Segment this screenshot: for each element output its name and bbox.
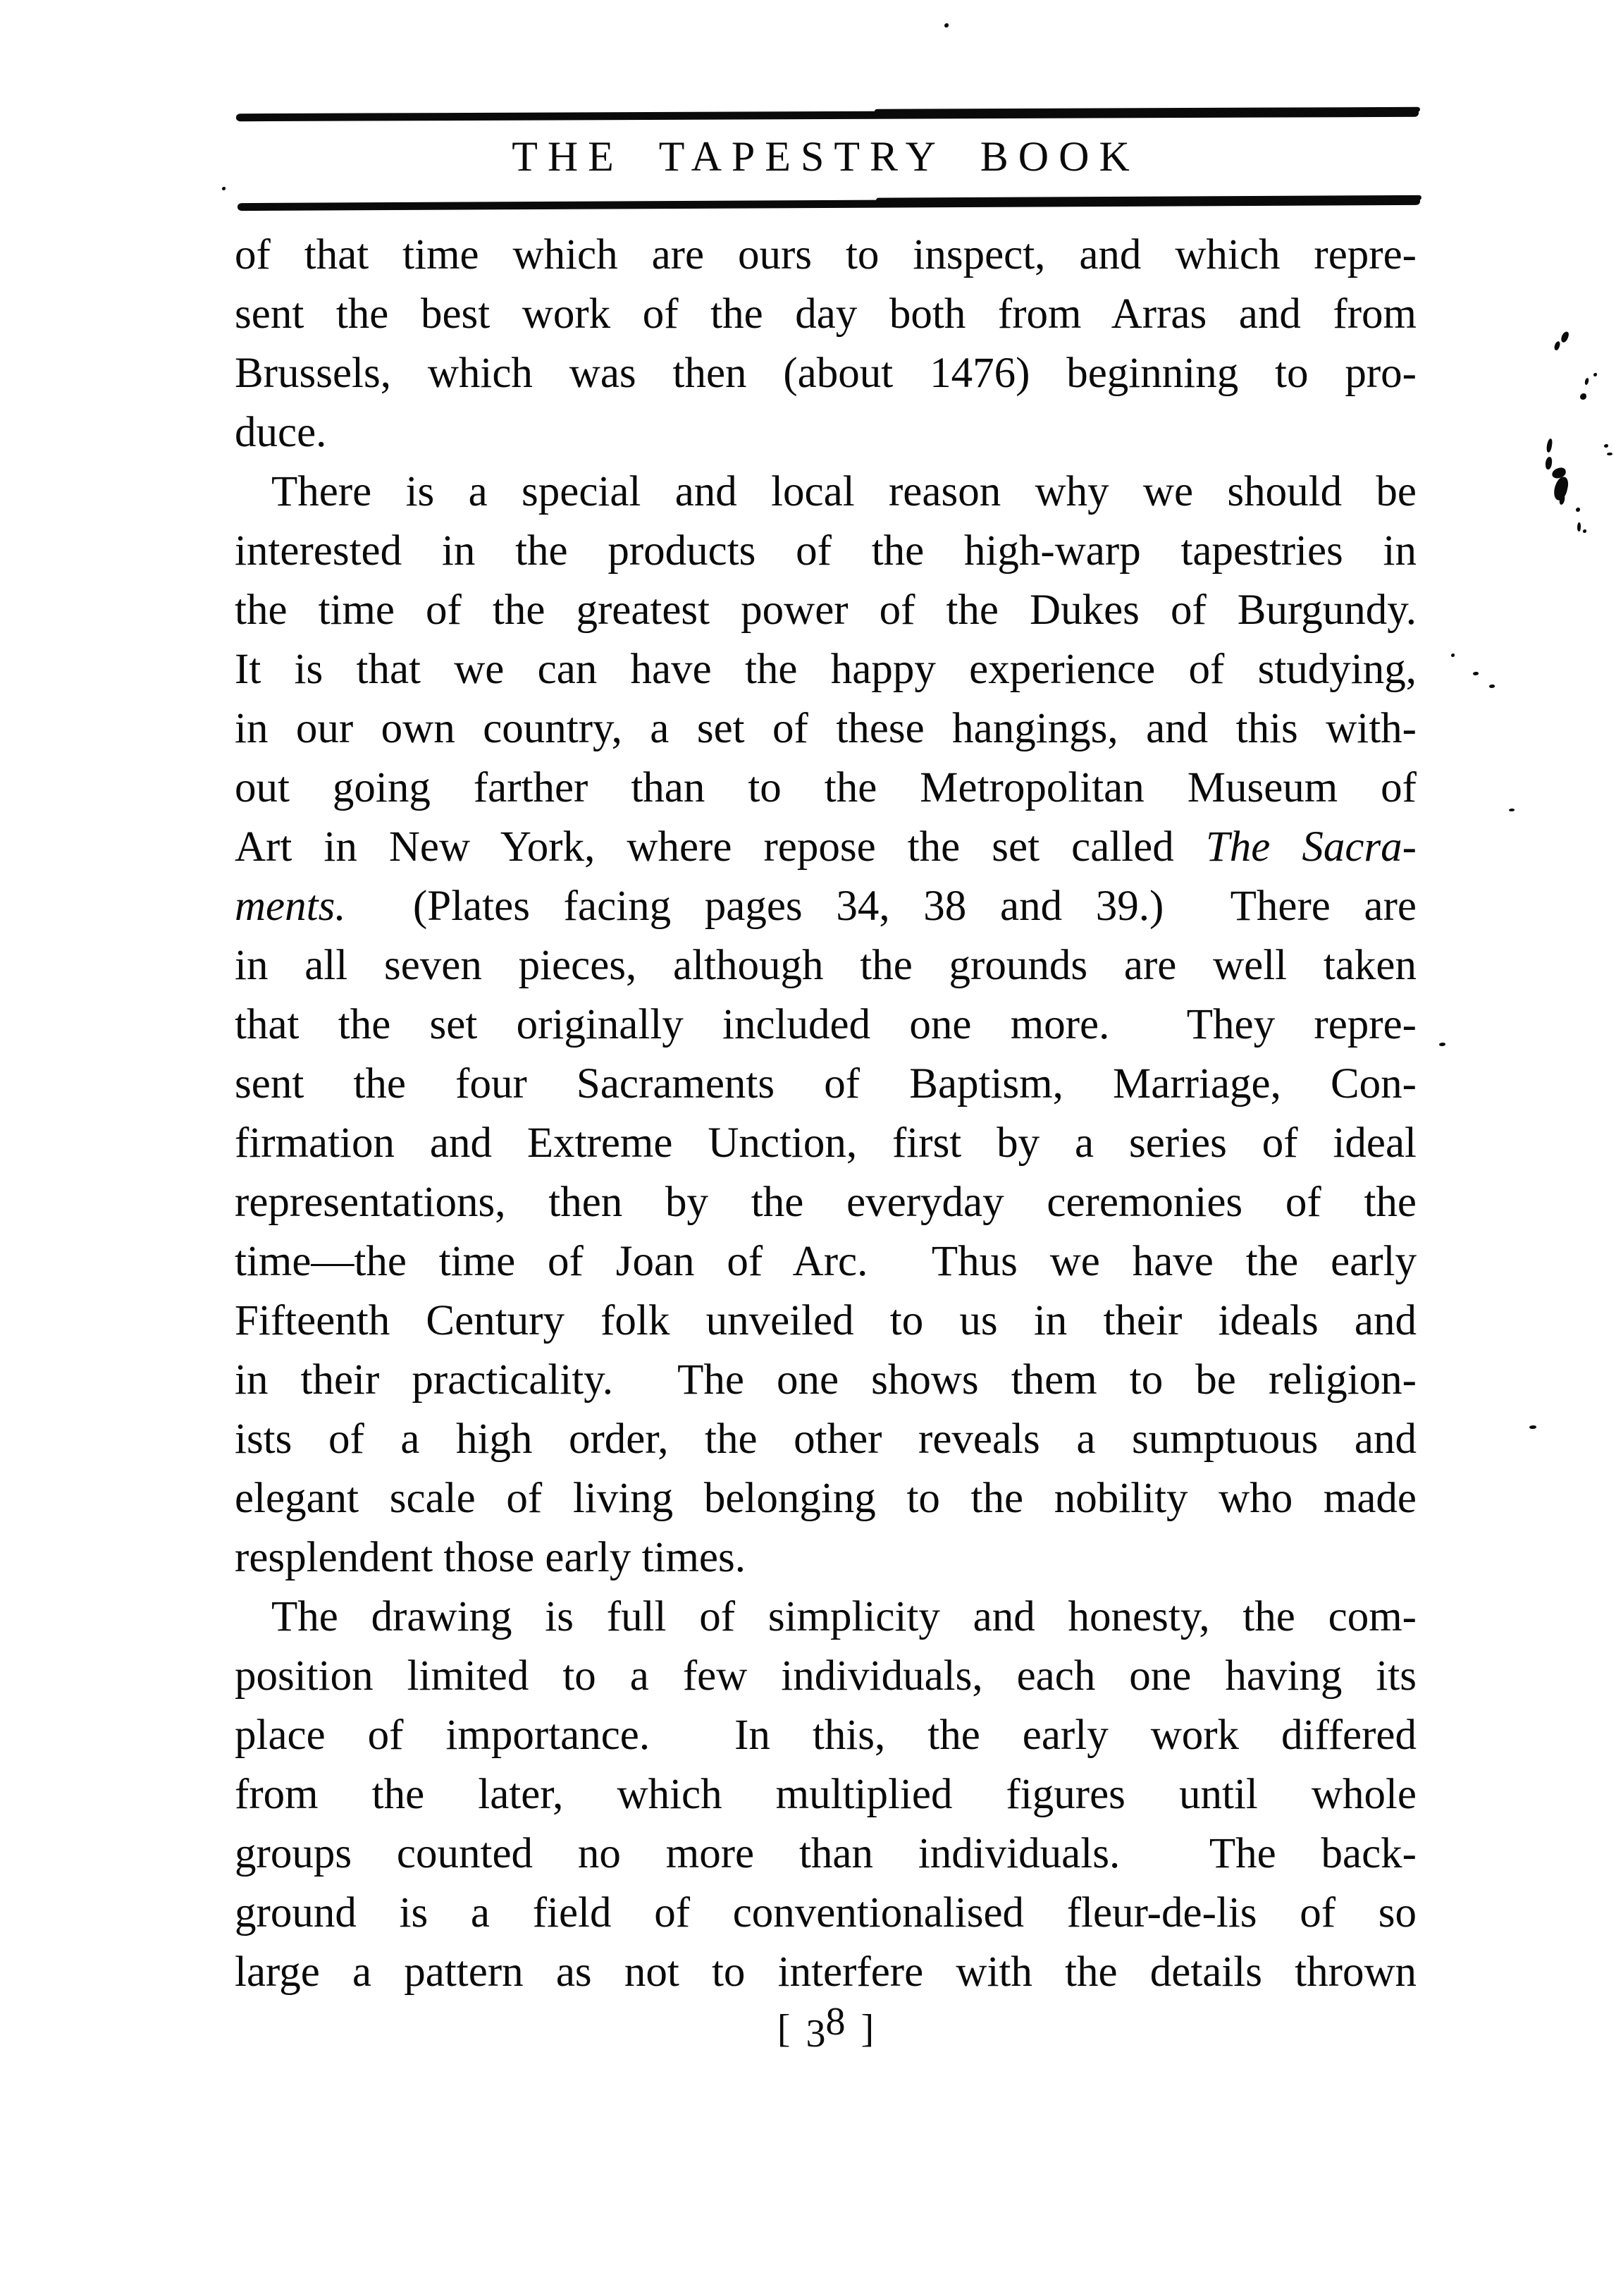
text-run: time—the time of Joan of Arc. Thus we have the early bbox=[235, 1238, 1417, 1285]
text-line bbox=[235, 1647, 1417, 1706]
text-line bbox=[235, 1410, 1417, 1469]
text-line bbox=[235, 226, 1417, 285]
text-line bbox=[235, 877, 1417, 936]
text-line bbox=[235, 403, 1417, 462]
running-head-title: THE TAPESTRY BOOK bbox=[512, 133, 1140, 180]
scan-speckle bbox=[1576, 508, 1580, 512]
scan-speckle bbox=[1604, 444, 1608, 448]
text-run: in our own country, a set of these hangings, and this with- bbox=[235, 705, 1417, 752]
text-run: The drawing is full of simplicity and honesty, the com- bbox=[271, 1593, 1417, 1640]
text-line bbox=[235, 1884, 1417, 1943]
text-run: representations, then by the everyday ceremonies of the bbox=[235, 1179, 1417, 1226]
folio-bracket-close: ] bbox=[861, 2007, 875, 2051]
scan-speckle bbox=[1577, 522, 1581, 532]
text-line bbox=[235, 936, 1417, 995]
text-line bbox=[235, 640, 1417, 699]
scan-speckle bbox=[1580, 393, 1586, 400]
text-line bbox=[235, 462, 1417, 522]
text-run: large a pattern as not to interfere with the details thrown bbox=[235, 1948, 1417, 1996]
scan-speckle bbox=[1529, 1425, 1536, 1429]
text-line bbox=[235, 1232, 1417, 1291]
scan-speckle bbox=[1509, 809, 1515, 811]
text-line bbox=[235, 1943, 1417, 2002]
text-run: It is that we can have the happy experience of studying, bbox=[235, 646, 1417, 693]
scan-speckle bbox=[1451, 653, 1455, 657]
scan-speckle bbox=[944, 23, 949, 27]
scan-ink-blot bbox=[1546, 438, 1553, 453]
scan-speckle bbox=[222, 187, 226, 190]
text-run: Art in New York, where repose the set called bbox=[235, 823, 1206, 871]
text-line bbox=[235, 1528, 1417, 1588]
text-run: from the later, which multiplied figures until whole bbox=[235, 1771, 1417, 1818]
text-run: in their practicality. The one shows them to be religion- bbox=[235, 1356, 1417, 1404]
header-rule-bottom bbox=[238, 197, 1420, 211]
text-run: Fifteenth Century folk unveiled to us in their ideals and bbox=[235, 1297, 1417, 1344]
text-run: duce. bbox=[235, 409, 327, 456]
scan-speckle bbox=[1593, 373, 1597, 376]
scan-speckle bbox=[1560, 331, 1570, 343]
text-run: out going farther than to the Metropolitan Museum of bbox=[235, 764, 1417, 811]
text-line bbox=[235, 699, 1417, 759]
folio-bracket-open: [ bbox=[777, 2007, 791, 2051]
text-run: that the set originally included one more. They repre- bbox=[235, 1001, 1417, 1048]
text-line bbox=[235, 1173, 1417, 1232]
text-line bbox=[235, 1055, 1417, 1114]
text-run: position limited to a few individuals, each one having its bbox=[235, 1652, 1417, 1700]
page-number bbox=[777, 2000, 875, 2056]
text-line bbox=[235, 285, 1417, 344]
text-line bbox=[235, 581, 1417, 640]
text-run: (Plates facing pages 34, 38 and 39.) There are bbox=[345, 883, 1417, 930]
body-text bbox=[235, 226, 1417, 2002]
text-line bbox=[235, 1706, 1417, 1765]
scan-speckle bbox=[1607, 453, 1612, 455]
folio-digit: 3 bbox=[806, 2012, 826, 2056]
italic-text-run: ments. bbox=[235, 883, 346, 930]
italic-text-run: The Sacra- bbox=[1205, 823, 1417, 871]
text-run: firmation and Extreme Unction, first by a series of ideal bbox=[235, 1119, 1417, 1167]
page-footer bbox=[235, 2000, 1417, 2056]
scan-speckle bbox=[1553, 340, 1560, 350]
text-line bbox=[235, 818, 1417, 877]
header-rule-top bbox=[236, 109, 1419, 121]
text-line bbox=[235, 1469, 1417, 1528]
folio-digit: 8 bbox=[825, 2000, 846, 2044]
text-run: ists of a high order, the other reveals a sumptuous and bbox=[235, 1416, 1417, 1463]
scan-speckle bbox=[1583, 529, 1586, 533]
text-line bbox=[235, 1824, 1417, 1884]
text-run: elegant scale of living belonging to the nobility who made bbox=[235, 1475, 1417, 1522]
text-line bbox=[235, 995, 1417, 1055]
scan-speckle bbox=[1473, 672, 1479, 675]
text-run: There is a special and local reason why we should be bbox=[271, 468, 1417, 515]
text-line bbox=[235, 1351, 1417, 1410]
text-run: sent the four Sacraments of Baptism, Marriage, Con- bbox=[235, 1060, 1417, 1107]
text-line bbox=[235, 344, 1417, 403]
text-line bbox=[235, 1765, 1417, 1824]
text-run: interested in the products of the high-warp tapestries in bbox=[235, 527, 1417, 575]
text-run: the time of the greatest power of the Dukes of Burgundy. bbox=[235, 587, 1417, 634]
scan-ink-blot bbox=[1545, 457, 1553, 470]
text-line bbox=[235, 1114, 1417, 1173]
text-run: Brussels, which was then (about 1476) beginning to pro- bbox=[235, 350, 1417, 397]
text-run: sent the best work of the day both from Arras and from bbox=[235, 290, 1417, 338]
text-run: groups counted no more than individuals. The back- bbox=[235, 1830, 1417, 1877]
scan-speckle bbox=[1584, 378, 1589, 386]
text-run: place of importance. In this, the early work differed bbox=[235, 1712, 1417, 1759]
text-line bbox=[235, 1588, 1417, 1647]
text-run: in all seven pieces, although the grounds are well taken bbox=[235, 942, 1417, 989]
text-run: of that time which are ours to inspect, and which repre- bbox=[235, 231, 1417, 278]
text-line bbox=[235, 759, 1417, 818]
text-line bbox=[235, 522, 1417, 581]
text-run: ground is a field of conventionalised fleur-de-lis of so bbox=[235, 1889, 1417, 1936]
text-line bbox=[235, 1291, 1417, 1351]
scan-speckle bbox=[1489, 684, 1495, 688]
text-run: resplendent those early times. bbox=[235, 1534, 746, 1581]
scan-speckle bbox=[1439, 1043, 1445, 1046]
